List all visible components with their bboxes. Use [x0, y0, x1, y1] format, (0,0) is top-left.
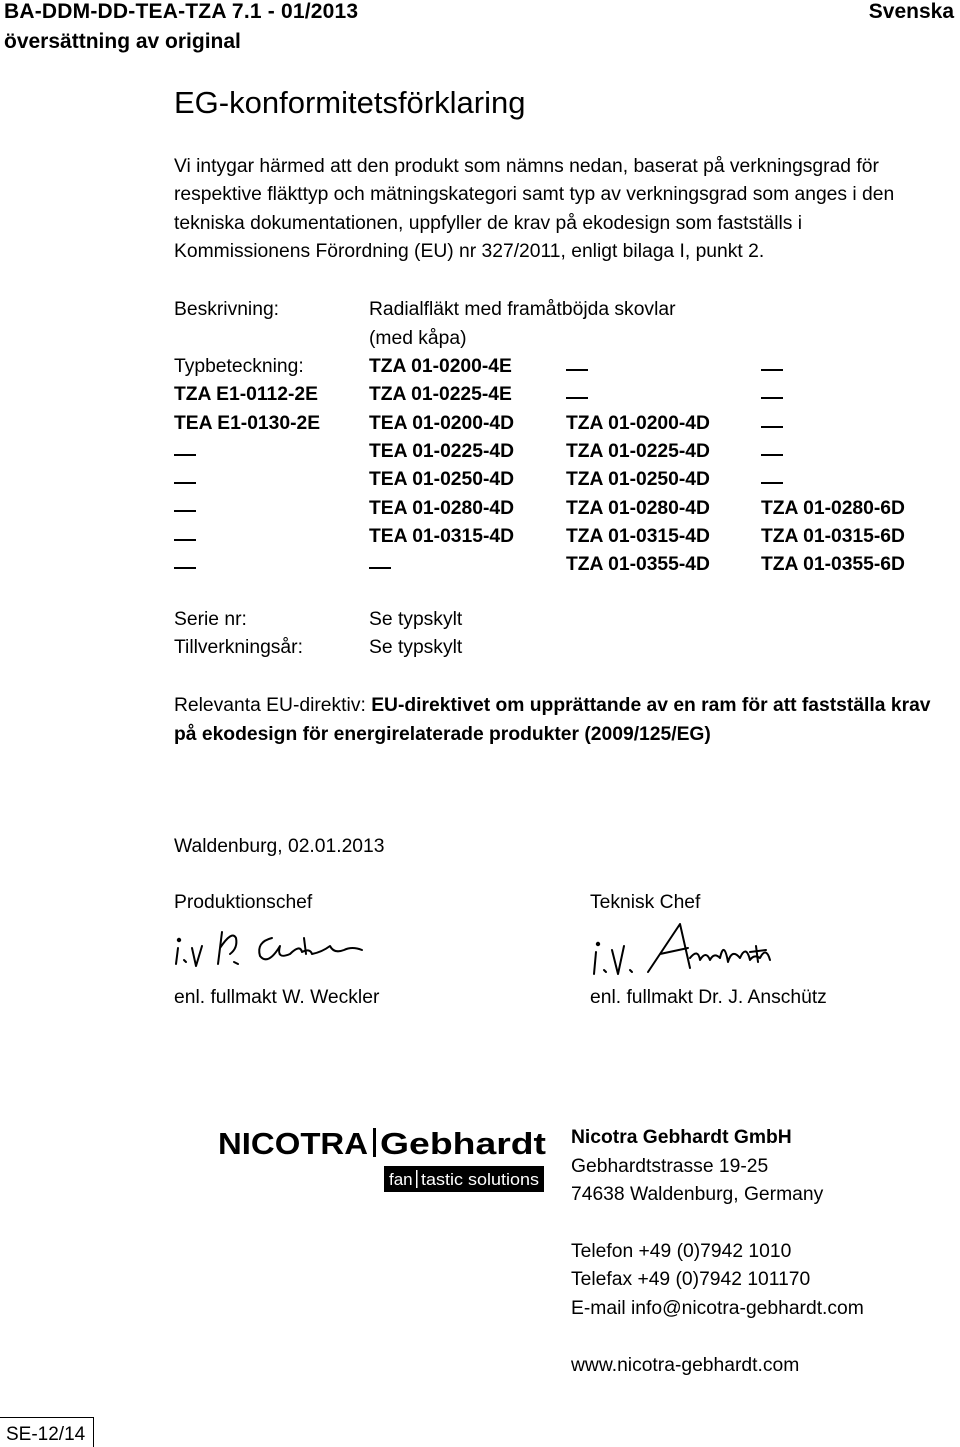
place-date: Waldenburg, 02.01.2013: [174, 836, 385, 857]
logo-tagline-left: fan: [389, 1170, 413, 1189]
dash-mark: [174, 482, 196, 484]
type-code: TEA E1-0130-2E: [174, 412, 321, 434]
type-code: TZA 01-0315-6D: [761, 525, 905, 547]
year-value: Se typskylt: [369, 637, 463, 658]
page-title: EG-konformitetsförklaring: [174, 85, 526, 120]
year-label: Tillverkningsår:: [174, 637, 303, 658]
signatory-role-2: Teknisk Chef: [590, 892, 701, 913]
dash-mark: [174, 454, 196, 456]
dash-mark: [566, 397, 588, 399]
dash-mark: [174, 567, 196, 569]
signatory-name-2: enl. fullmakt Dr. J. Anschütz: [590, 987, 827, 1008]
type-code: TZA 01-0280-6D: [761, 497, 905, 519]
type-code: TEA 01-0250-4D: [369, 469, 515, 491]
empty-cell-dash: [174, 472, 196, 494]
dash-mark: [566, 369, 588, 371]
type-code: TZA 01-0355-4D: [566, 554, 710, 576]
intro-line: respektive fläkttyp och mätningskategori samt typ av verkningsgrad som anges i den: [174, 184, 895, 206]
empty-cell-dash: [761, 444, 783, 466]
intro-line: tekniska dokumentationen, uppfyller de krav på ekodesign som fastställs i: [174, 212, 803, 234]
dash-mark: [761, 397, 783, 399]
type-code: TZA 01-0355-6D: [761, 554, 905, 576]
signature-weckler: [172, 924, 382, 976]
company-name: Nicotra Gebhardt GmbH: [571, 1127, 792, 1148]
logo-brand-left: NICOTRA: [218, 1126, 368, 1161]
type-code: TEA 01-0200-4D: [369, 412, 515, 434]
type-code: TZA 01-0200-4D: [566, 412, 710, 434]
page-number: SE-12/14: [6, 1424, 86, 1445]
empty-cell-dash: [174, 444, 196, 466]
dash-mark: [761, 454, 783, 456]
type-code: TZA E1-0112-2E: [174, 384, 318, 406]
description-text-2: (med kåpa): [369, 328, 467, 349]
empty-cell-dash: [566, 387, 588, 409]
company-email[interactable]: E-mail info@nicotra-gebhardt.com: [571, 1298, 864, 1319]
dash-mark: [761, 369, 783, 371]
dash-mark: [761, 426, 783, 428]
document-code: BA-DDM-DD-TEA-TZA 7.1 - 01/2013: [4, 0, 359, 23]
dash-mark: [369, 567, 391, 569]
type-code: TZA 01-0225-4E: [369, 384, 512, 406]
type-code: TEA 01-0280-4D: [369, 497, 515, 519]
company-street: Gebhardtstrasse 19-25: [571, 1156, 769, 1177]
empty-cell-dash: [761, 359, 783, 381]
logo-tagline-divider: [416, 1170, 418, 1188]
type-code: TZA 01-0280-4D: [566, 497, 710, 519]
empty-cell-dash: [369, 557, 391, 579]
signatory-name-1: enl. fullmakt W. Weckler: [174, 987, 380, 1008]
nicotra-gebhardt-logo: [216, 1124, 550, 1194]
company-city: 74638 Waldenburg, Germany: [571, 1184, 824, 1205]
empty-cell-dash: [761, 472, 783, 494]
empty-cell-dash: [174, 557, 196, 579]
type-label: Typbeteckning:: [174, 356, 304, 377]
serial-value: Se typskylt: [369, 609, 463, 630]
type-code: TZA 01-0250-4D: [566, 469, 710, 491]
directive-text: EU-direktivet om upprättande av en ram för att fastställa krav: [371, 695, 931, 716]
intro-paragraph: [174, 153, 914, 266]
dash-mark: [174, 539, 196, 541]
empty-cell-dash: [761, 416, 783, 438]
type-code: TZA 01-0315-4D: [566, 525, 710, 547]
type-code: TZA 01-0200-4E: [369, 356, 512, 377]
directive-text-2: på ekodesign för energirelaterade produkter (2009/125/EG): [174, 724, 711, 745]
description-label: Beskrivning:: [174, 299, 280, 320]
type-code: TEA 01-0315-4D: [369, 525, 515, 547]
language-label: Svenska: [868, 0, 954, 23]
type-code: TZA 01-0225-4D: [566, 440, 710, 462]
logo-brand-right: Gebhardt: [380, 1126, 546, 1161]
translation-note: översättning av original: [4, 30, 241, 53]
description-text: Radialfläkt med framåtböjda skovlar: [369, 299, 676, 320]
intro-line: Kommissionens Förordning (EU) nr 327/2011, enligt bilaga I, punkt 2.: [174, 240, 765, 262]
logo-divider: [373, 1128, 376, 1157]
serial-label: Serie nr:: [174, 609, 247, 630]
logo-tagline-right: tastic solutions: [421, 1170, 539, 1189]
dash-mark: [174, 510, 196, 512]
dash-mark: [761, 482, 783, 484]
empty-cell-dash: [761, 387, 783, 409]
company-fax: Telefax +49 (0)7942 101170: [571, 1269, 811, 1290]
company-phone: Telefon +49 (0)7942 1010: [571, 1241, 792, 1262]
type-code: TEA 01-0225-4D: [369, 440, 515, 462]
intro-line: Vi intygar härmed att den produkt som nämns nedan, baserat på verkningsgrad för: [174, 156, 879, 177]
empty-cell-dash: [566, 359, 588, 381]
empty-cell-dash: [174, 529, 196, 551]
company-website[interactable]: www.nicotra-gebhardt.com: [571, 1355, 800, 1376]
eu-directive: [174, 691, 944, 749]
signature-anschuetz: [590, 918, 800, 980]
directive-label: Relevanta EU-direktiv:: [174, 695, 366, 716]
signatory-role-1: Produktionschef: [174, 892, 313, 913]
empty-cell-dash: [174, 501, 196, 523]
